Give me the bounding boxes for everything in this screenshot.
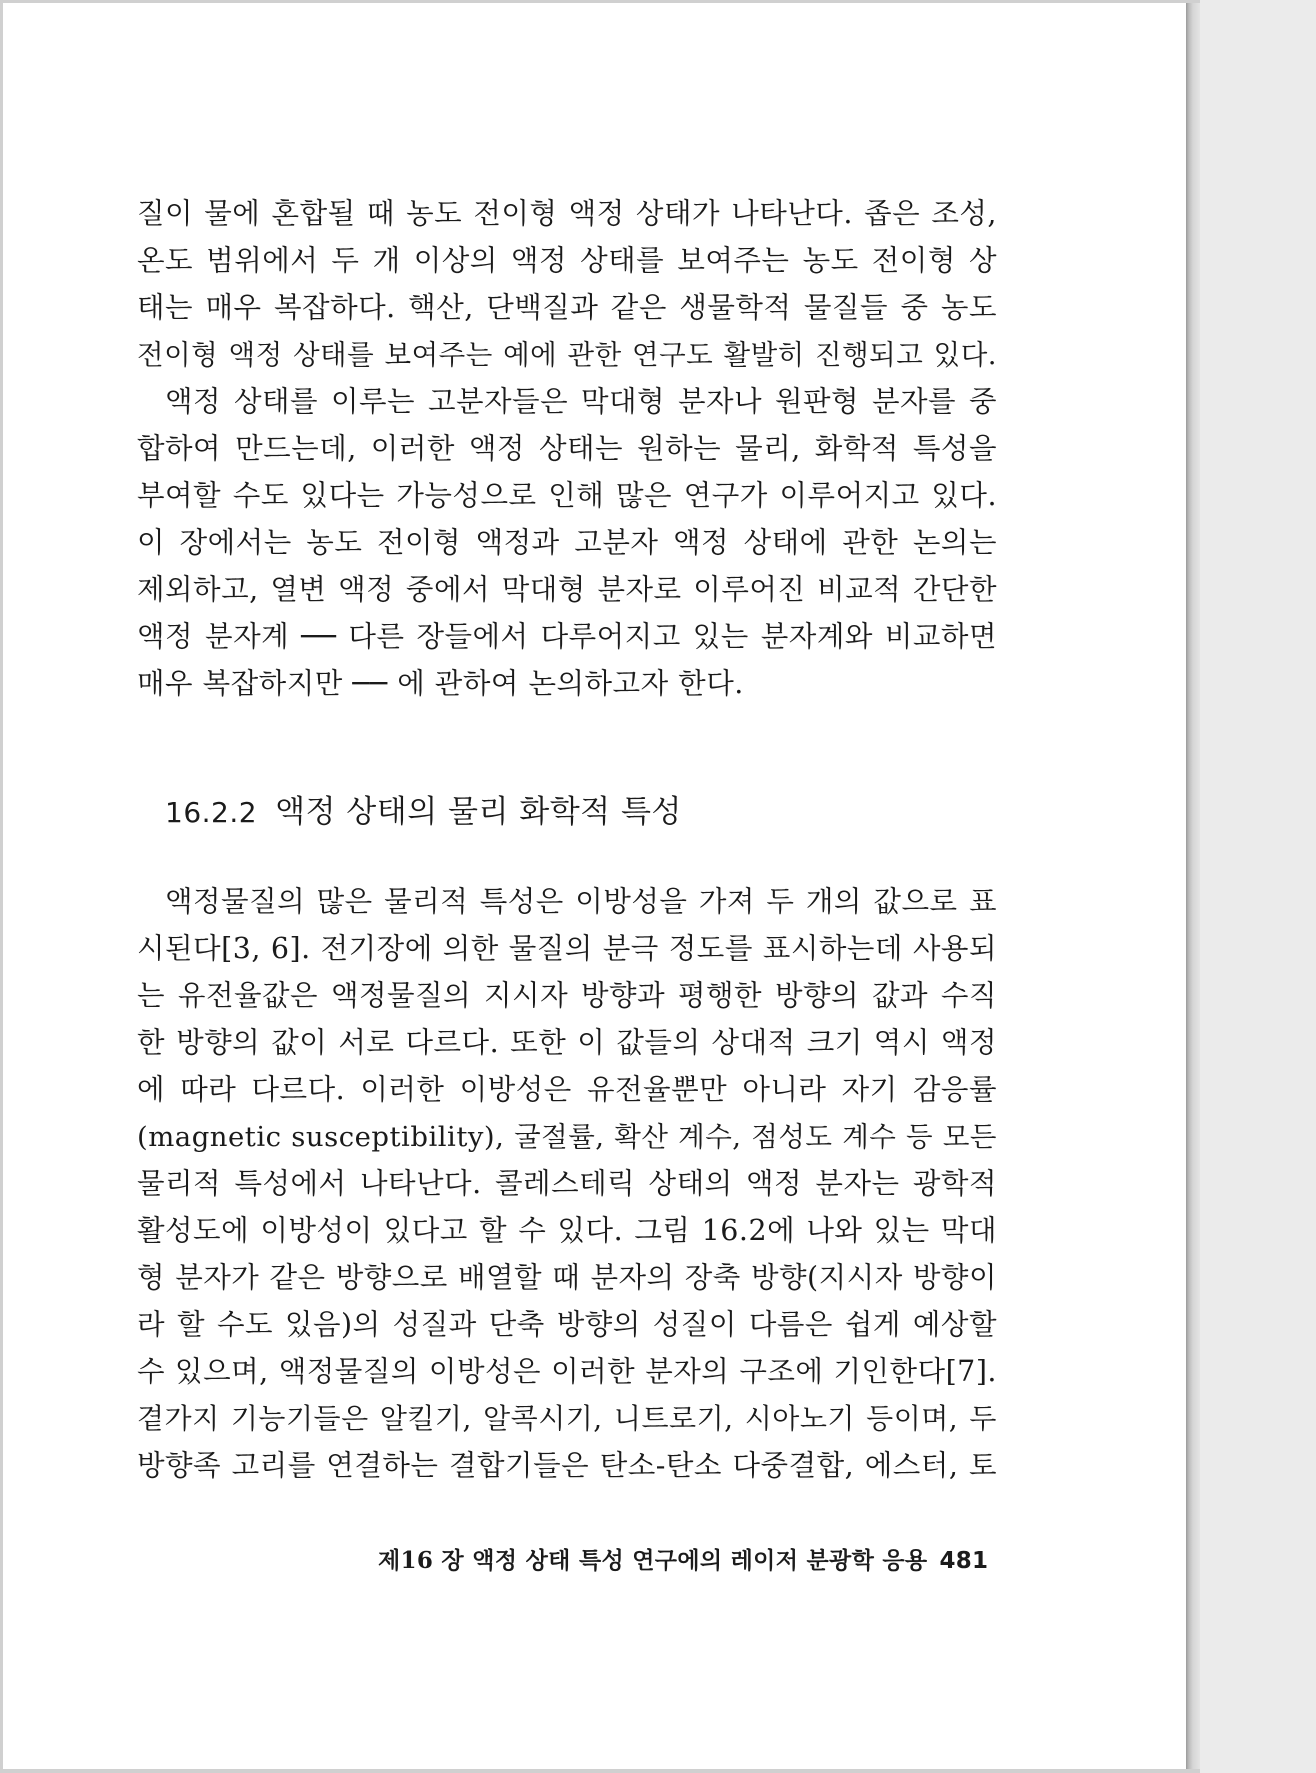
text-line: 액정 상태를 이루는 고분자들은 막대형 분자나 원판형 분자를 중 (165, 385, 997, 418)
frame-border-left (0, 0, 3, 1773)
text-line: 합하여 만드는데, 이러한 액정 상태는 원하는 물리, 화학적 특성을 (137, 432, 997, 465)
frame-border-top (0, 0, 1200, 3)
text-line: 수 있으며, 액정물질의 이방성은 이러한 분자의 구조에 기인한다[7]. (137, 1355, 997, 1388)
text-line: 시된다[3, 6]. 전기장에 의한 물질의 분극 정도를 표시하는데 사용되 (137, 932, 997, 965)
text-line: 태는 매우 복잡하다. 핵산, 단백질과 같은 생물학적 물질들 중 농도 (137, 291, 997, 324)
text-line: (magnetic susceptibility), 굴절률, 확산 계수, 점성도 계수 등 모든 (137, 1121, 997, 1153)
text-line: 부여할 수도 있다는 가능성으로 인해 많은 연구가 이루어지고 있다. (137, 479, 997, 512)
section-number: 16.2.2 (165, 796, 258, 829)
text-line: 형 분자가 같은 방향으로 배열할 때 분자의 장축 방향(지시자 방향이 (137, 1261, 997, 1294)
text-line: 라 할 수도 있음)의 성질과 단축 방향의 성질이 다름은 쉽게 예상할 (137, 1308, 997, 1341)
section-heading (165, 784, 682, 840)
running-title: 제16 장 액정 상태 특성 연구에의 레이저 분광학 응용 (378, 1547, 928, 1574)
text-line: 질이 물에 혼합될 때 농도 전이형 액정 상태가 나타난다. 좁은 조성, (137, 197, 997, 230)
text-line: 에 따라 다르다. 이러한 이방성은 유전율뿐만 아니라 자기 감응률 (137, 1073, 997, 1106)
page-edge-shadow (1186, 0, 1200, 1773)
text-line: 활성도에 이방성이 있다고 할 수 있다. 그림 16.2에 나와 있는 막대 (137, 1214, 997, 1247)
text-line: 방향족 고리를 연결하는 결합기들은 탄소-탄소 다중결합, 에스터, 토 (137, 1449, 997, 1482)
frame-border-bottom (0, 1769, 1200, 1773)
viewer-background (1200, 0, 1316, 1773)
text-line: 제외하고, 열변 액정 중에서 막대형 분자로 이루어진 비교적 간단한 (137, 573, 997, 606)
text-line: 전이형 액정 상태를 보여주는 예에 관한 연구도 활발히 진행되고 있다. (137, 339, 997, 371)
text-line: 한 방향의 값이 서로 다르다. 또한 이 값들의 상대적 크기 역시 액정 (137, 1026, 997, 1059)
page-number: 481 (939, 1548, 989, 1574)
text-line: 곁가지 기능기들은 알킬기, 알콕시기, 니트로기, 시아노기 등이며, 두 (137, 1402, 997, 1435)
text-line: 이 장에서는 농도 전이형 액정과 고분자 액정 상태에 관한 논의는 (137, 526, 997, 559)
text-line: 물리적 특성에서 나타난다. 콜레스테릭 상태의 액정 분자는 광학적 (137, 1167, 997, 1200)
page-footer (378, 1538, 988, 1584)
text-line: 액정 분자계 ── 다른 장들에서 다루어지고 있는 분자계와 비교하면 (137, 620, 997, 653)
section-title: 액정 상태의 물리 화학적 특성 (275, 794, 682, 830)
text-line: 액정물질의 많은 물리적 특성은 이방성을 가져 두 개의 값으로 표 (165, 885, 997, 918)
text-line: 는 유전율값은 액정물질의 지시자 방향과 평행한 방향의 값과 수직 (137, 979, 997, 1012)
text-line: 온도 범위에서 두 개 이상의 액정 상태를 보여주는 농도 전이형 상 (137, 244, 997, 277)
text-line: 매우 복잡하지만 ── 에 관하여 논의하고자 한다. (137, 667, 744, 700)
